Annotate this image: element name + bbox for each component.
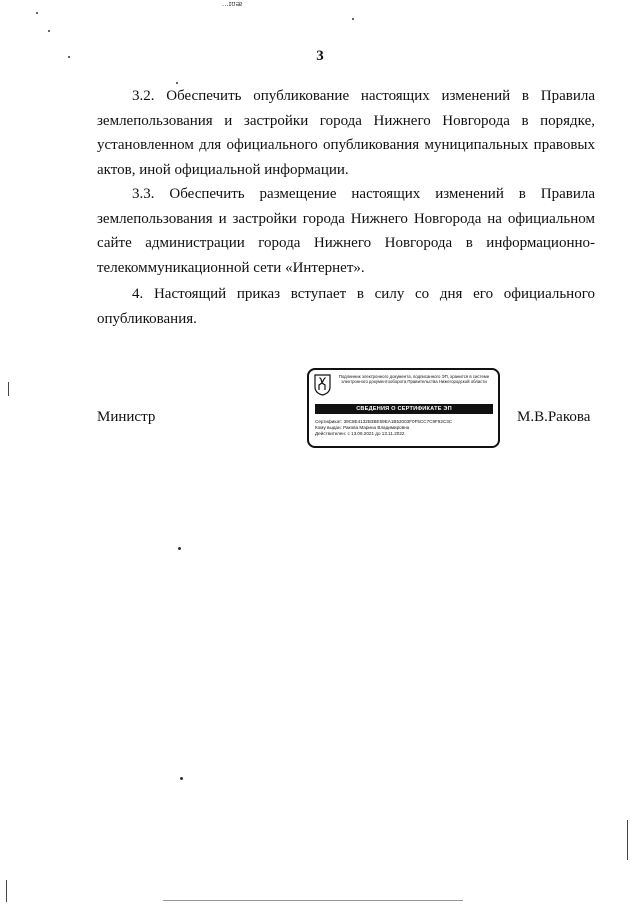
- scan-edge-line: [8, 382, 9, 396]
- paragraph-3-2: 3.2. Обеспечить опубликование настоящих изменений в Правила землепользования и застройки города Нижнего Новгорода в порядке, установленном для официального опубликования муниципальных правовых актов, иной официальной информации.: [97, 88, 595, 178]
- paragraph-3-3: 3.3. Обеспечить размещение настоящих изменений в Правила землепользования и застройки города Нижнего Новгорода на официальном сайте администрации города Нижнего Новгорода в информационно-телекоммуникационной сети «Интернет».: [97, 186, 595, 276]
- electronic-signature-stamp: [307, 368, 500, 448]
- issued-to-label: Кому выдан:: [315, 425, 342, 431]
- scan-speck: [36, 12, 38, 14]
- paragraph-4: 4. Настоящий приказ вступает в силу со дня его официального опубликования.: [97, 286, 595, 327]
- certificate-value: 39C8E4132B3BE59EA1B52003F0F5CC7C9F92C3C: [343, 419, 453, 424]
- valid-value: с 13.08.2021 до 13.11.2022: [347, 431, 405, 437]
- stamp-header: СВЕДЕНИЯ О СЕРТИФИКАТЕ ЭП: [315, 404, 493, 414]
- scan-artifact-mark: ...ɪʊᴂ: [222, 0, 243, 8]
- stamp-details: [315, 419, 497, 438]
- scan-speck: [180, 777, 183, 780]
- valid-row: [315, 431, 497, 437]
- scan-speck: [176, 82, 178, 84]
- deer-emblem-icon: [314, 374, 331, 396]
- stamp-note: Подлинник электронного документа, подписанного ЭП, хранится в системе электронного документооборота Правительства Нижегородской области: [338, 374, 490, 385]
- issued-to-value: Ракова Марина Владимировна: [343, 425, 410, 431]
- signature-name: М.В.Ракова: [517, 409, 591, 425]
- scan-speck: [178, 547, 181, 550]
- scan-speck: [48, 30, 50, 32]
- scan-edge-line: [6, 880, 7, 902]
- scan-edge-line: [163, 900, 463, 901]
- signature-title: Министр: [97, 409, 156, 425]
- scan-speck: [68, 56, 70, 58]
- scan-edge-line: [627, 820, 628, 860]
- page-number: 3: [316, 48, 324, 64]
- scan-speck: [352, 18, 354, 20]
- certificate-label: Сертификат:: [315, 419, 343, 424]
- valid-label: Действителен:: [315, 431, 347, 437]
